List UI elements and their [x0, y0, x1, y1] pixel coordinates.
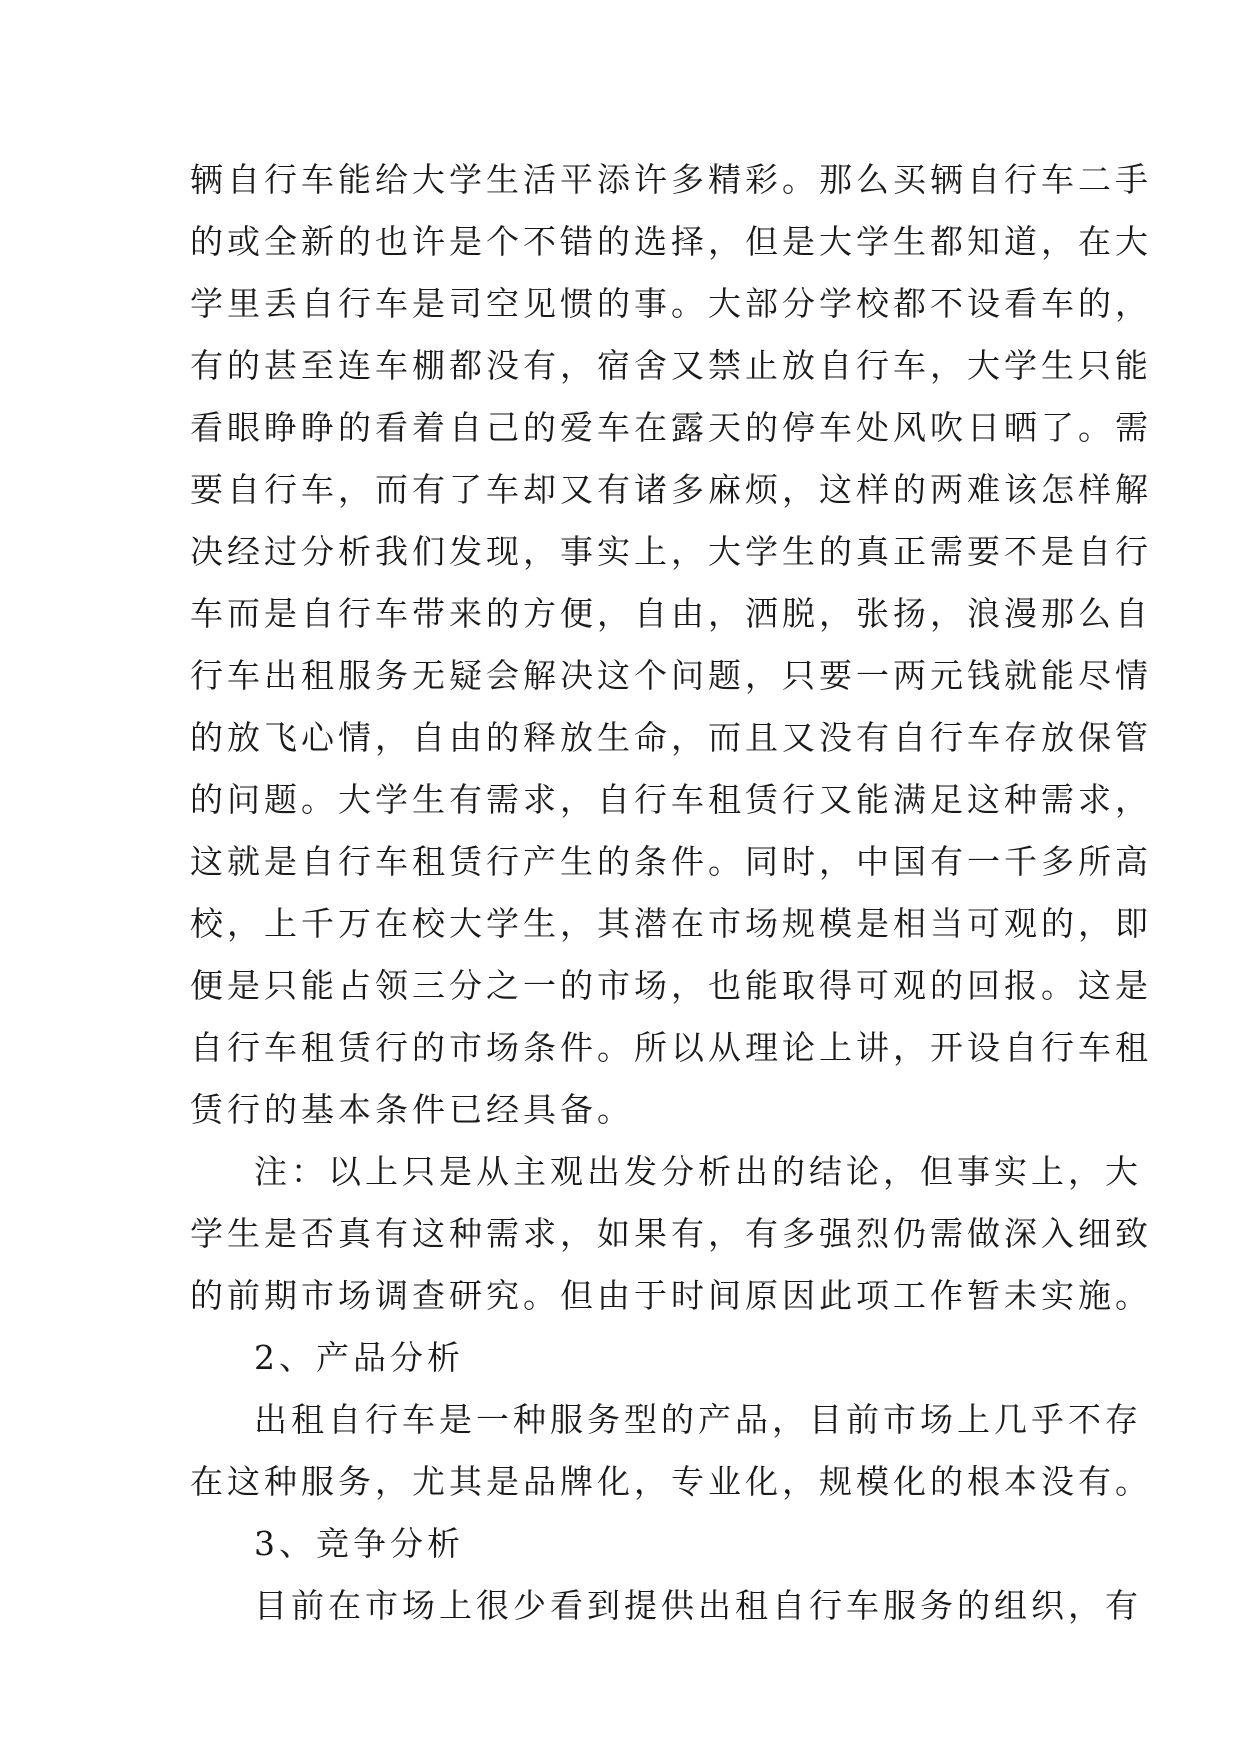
paragraph-line: 决经过分析我们发现，事实上，大学生的真正需要不是自行	[190, 532, 1152, 571]
paragraph-line: 有的甚至连车棚都没有，宿舍又禁止放自行车，大学生只能	[190, 346, 1152, 385]
paragraph-line: 要自行车，而有了车却又有诸多麻烦，这样的两难该怎样解	[190, 470, 1152, 509]
paragraph-line: 便是只能占领三分之一的市场，也能取得可观的回报。这是	[190, 966, 1152, 1005]
paragraph-line: 车而是自行车带来的方便，自由，洒脱，张扬，浪漫那么自	[190, 594, 1152, 633]
paragraph-line: 辆自行车能给大学生活平添许多精彩。那么买辆自行车二手	[190, 160, 1152, 199]
paragraph-line: 的或全新的也许是个不错的选择，但是大学生都知道，在大	[190, 222, 1152, 261]
paragraph-line: 的放飞心情，自由的释放生命，而且又没有自行车存放保管	[190, 718, 1152, 757]
paragraph-line: 行车出租服务无疑会解决这个问题，只要一两元钱就能尽情	[190, 656, 1152, 695]
note-paragraph-line: 学生是否真有这种需求，如果有，有多强烈仍需做深入细致	[190, 1214, 1152, 1253]
paragraph-line: 自行车租赁行的市场条件。所以从理论上讲，开设自行车租	[190, 1028, 1152, 1067]
paragraph-line: 看眼睁睁的看着自己的爱车在露天的停车处风吹日晒了。需	[190, 408, 1152, 447]
paragraph-line: 校，上千万在校大学生，其潜在市场规模是相当可观的，即	[190, 904, 1152, 943]
paragraph-line: 赁行的基本条件已经具备。	[190, 1090, 634, 1129]
paragraph-line: 目前在市场上很少看到提供出租自行车服务的组织，有	[254, 1586, 1142, 1625]
paragraph-line: 出租自行车是一种服务型的产品，目前市场上几乎不存	[254, 1400, 1142, 1439]
section-heading-competition-analysis: 3、竞争分析	[254, 1524, 464, 1563]
paragraph-line: 学里丢自行车是司空见惯的事。大部分学校都不设看车的，	[190, 284, 1152, 323]
note-paragraph-line: 的前期市场调查研究。但由于时间原因此项工作暂未实施。	[190, 1276, 1152, 1315]
note-paragraph-line: 注：以上只是从主观出发分析出的结论，但事实上，大	[254, 1152, 1142, 1191]
document-body	[190, 160, 1152, 1648]
section-heading-product-analysis: 2、产品分析	[254, 1338, 464, 1377]
paragraph-line: 这就是自行车租赁行产生的条件。同时，中国有一千多所高	[190, 842, 1152, 881]
paragraph-line: 在这种服务，尤其是品牌化，专业化，规模化的根本没有。	[190, 1462, 1152, 1501]
paragraph-line: 的问题。大学生有需求，自行车租赁行又能满足这种需求，	[190, 780, 1152, 819]
